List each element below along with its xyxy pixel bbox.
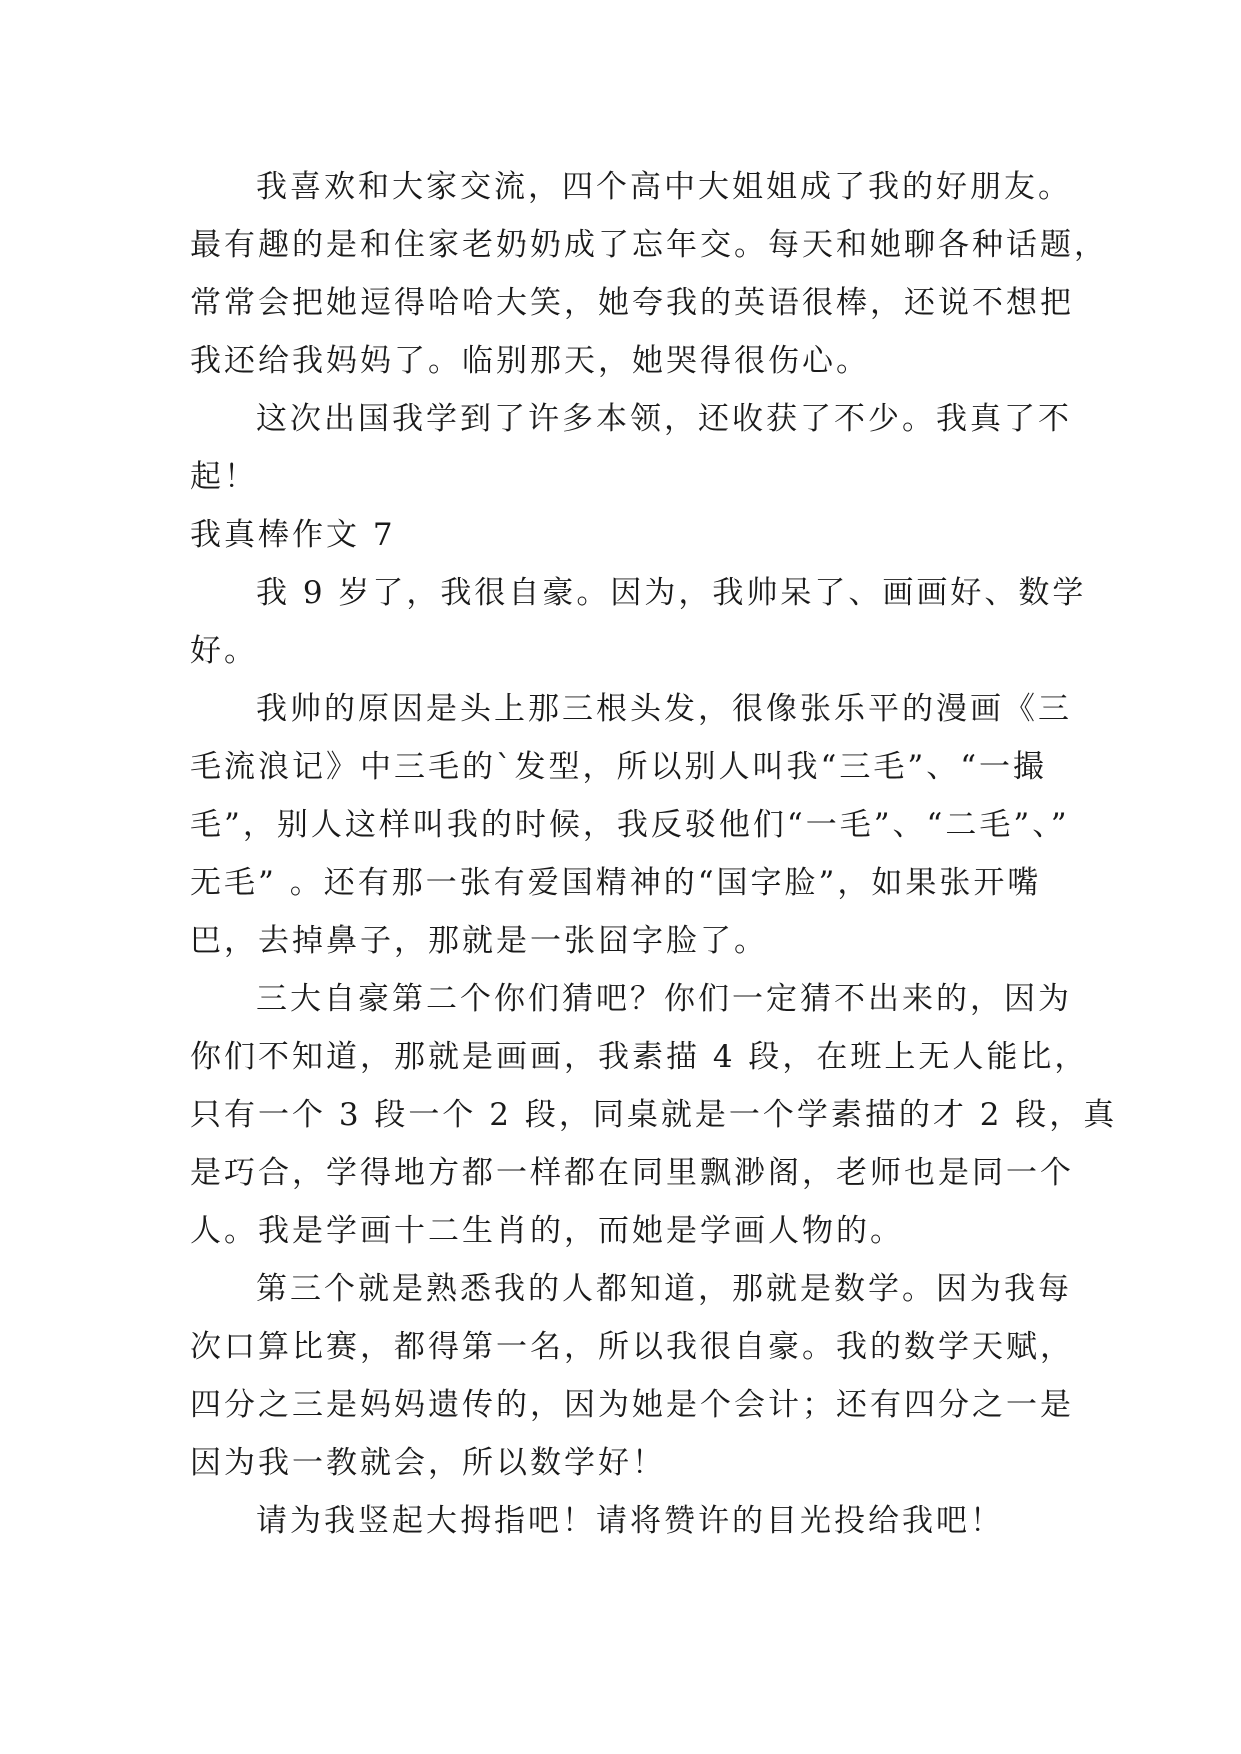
text-line: 毛流浪记》中三毛的`发型，所以别人叫我“三毛”、“一撮 — [190, 749, 1048, 785]
text-line: 是巧合，学得地方都一样都在同里飘渺阁，老师也是同一个 — [190, 1155, 1074, 1191]
text-line: 我 9 岁了，我很自豪。因为，我帅呆了、画画好、数学 — [256, 575, 1087, 611]
text-line: 无毛” 。还有那一张有爱国精神的“国字脸”，如果张开嘴 — [190, 865, 1042, 901]
text-line: 次口算比赛，都得第一名，所以我很自豪。我的数学天赋， — [190, 1329, 1074, 1365]
text-line: 请为我竖起大拇指吧！请将赞许的目光投给我吧！ — [256, 1503, 1004, 1539]
text-line: 最有趣的是和住家老奶奶成了忘年交。每天和她聊各种话题， — [190, 227, 1108, 263]
text-line: 毛”，别人这样叫我的时候，我反驳他们“一毛”、“二毛”、” — [190, 807, 1070, 843]
text-line: 巴，去掉鼻子，那就是一张囧字脸了。 — [190, 923, 768, 959]
text-line: 这次出国我学到了许多本领，还收获了不少。我真了不 — [256, 401, 1072, 437]
text-line: 好。 — [190, 633, 258, 669]
text-line: 我还给我妈妈了。临别那天，她哭得很伤心。 — [190, 343, 870, 379]
text-line: 因为我一教就会，所以数学好！ — [190, 1445, 666, 1481]
text-line: 人。我是学画十二生肖的，而她是学画人物的。 — [190, 1213, 904, 1249]
text-line: 三大自豪第二个你们猜吧？你们一定猜不出来的，因为 — [256, 981, 1072, 1017]
text-line: 我帅的原因是头上那三根头发，很像张乐平的漫画《三 — [256, 691, 1072, 727]
text-line: 我喜欢和大家交流，四个高中大姐姐成了我的好朋友。 — [256, 169, 1072, 205]
text-line: 你们不知道，那就是画画，我素描 4 段，在班上无人能比， — [190, 1039, 1089, 1075]
text-line: 常常会把她逗得哈哈大笑，她夸我的英语很棒，还说不想把 — [190, 285, 1074, 321]
text-line: 起！ — [190, 459, 258, 495]
section-heading: 我真棒作文 7 — [190, 517, 396, 553]
text-line: 第三个就是熟悉我的人都知道，那就是数学。因为我每 — [256, 1271, 1072, 1307]
text-line: 只有一个 3 段一个 2 段，同桌就是一个学素描的才 2 段，真 — [190, 1097, 1118, 1133]
text-line: 四分之三是妈妈遗传的，因为她是个会计；还有四分之一是 — [190, 1387, 1074, 1423]
